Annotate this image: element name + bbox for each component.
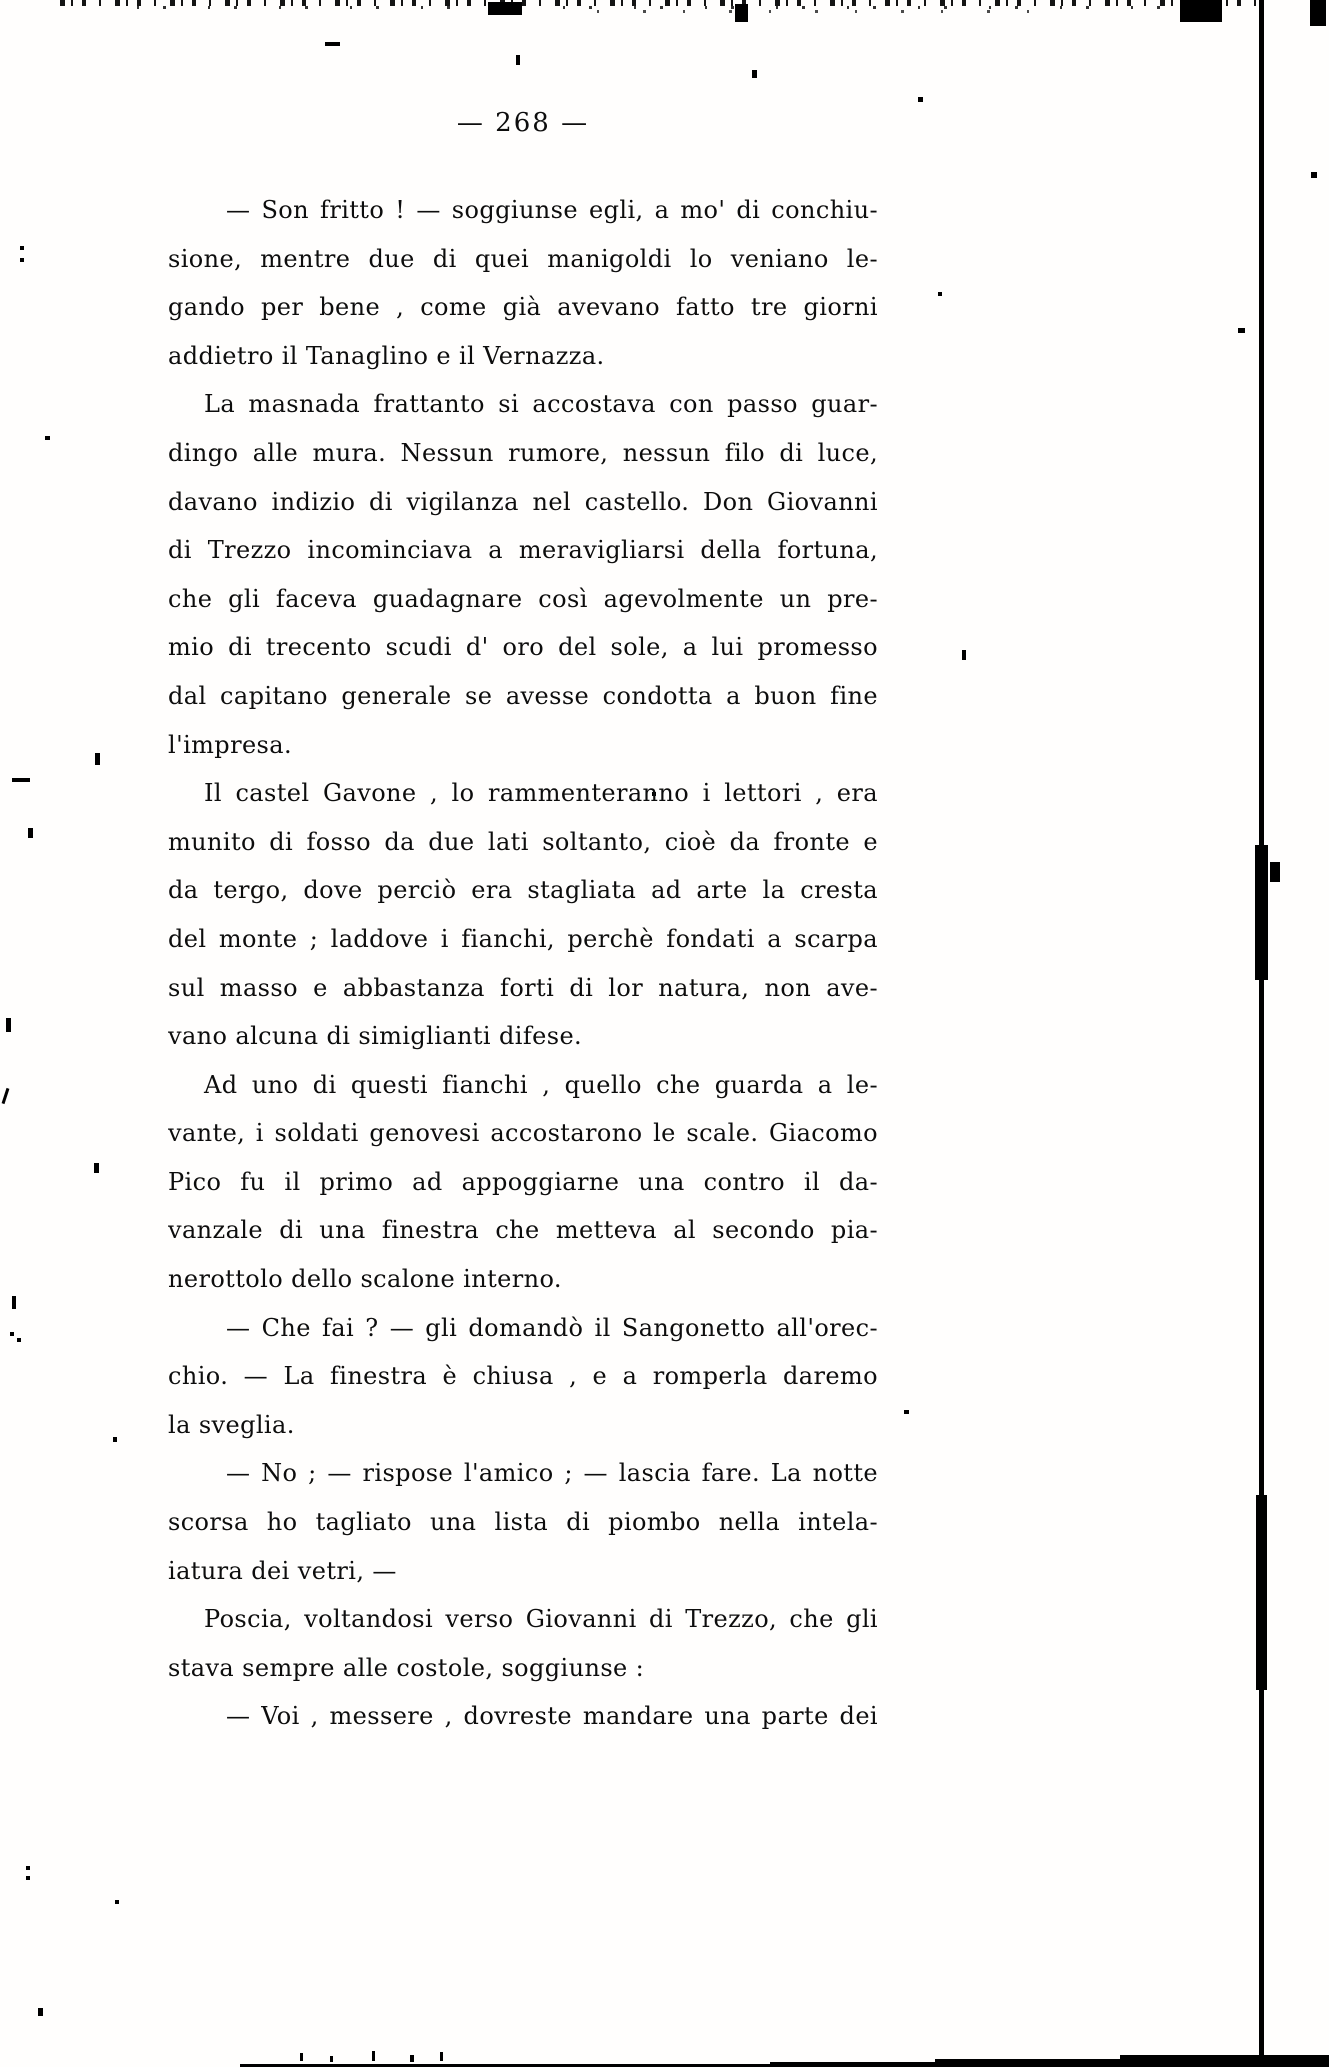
text-line: l'impresa. (168, 730, 292, 759)
scan-speck (330, 2056, 333, 2062)
text-line: — Son fritto ! — soggiunse egli, a mo' di conchiu- (226, 196, 878, 224)
scan-speck (6, 1018, 11, 1032)
scan-blotch (488, 2, 522, 15)
text-line: del monte ; laddove i fianchi, perchè fondati a scarpa (168, 924, 878, 953)
text-line: davano indizio di vigilanza nel castello. Don Giovanni (168, 487, 878, 516)
scan-noise-top (560, 10, 1060, 13)
text-line: Poscia, voltandosi verso Giovanni di Trezzo, che gli (204, 1605, 878, 1634)
scan-speck (752, 70, 757, 78)
text-line: Pico fu il primo ad appoggiarne una contro il da- (168, 1167, 878, 1196)
text-line: Il castel Gavone , lo rammenteranno i lettori , era (204, 779, 878, 808)
scan-speck (20, 258, 24, 262)
text-line: vano alcuna di simiglianti difese. (168, 1022, 583, 1051)
scan-noise-top (120, 6, 1220, 9)
text-line: mio di trecento scudi d' oro del sole, a lui promesso (168, 633, 878, 662)
scan-speck (372, 2051, 375, 2061)
scan-speck (28, 828, 33, 838)
scan-band-bottom (1120, 2055, 1329, 2067)
text-line: sul masso e abbastanza forti di lor natura, non ave- (168, 973, 878, 1002)
scan-speck (20, 246, 24, 250)
text-line: — No ; — rispose l'amico ; — lascia fare. La notte (226, 1459, 878, 1488)
text-line: nerottolo dello scalone interno. (168, 1265, 562, 1294)
scan-speck (26, 1866, 30, 1870)
scan-speck (2, 1088, 10, 1104)
scan-speck (918, 97, 923, 102)
scan-blotch (1180, 0, 1222, 22)
text-line: da tergo, dove perciò era stagliata ad arte la cresta (168, 876, 878, 905)
scan-speck (904, 1410, 909, 1414)
text-line: dal capitano generale se avesse condotta a buon fine (168, 681, 878, 710)
scan-speck (516, 55, 520, 65)
scan-speck (38, 2008, 43, 2016)
text-line: vante, i soldati genovesi accostarono le scale. Giacomo (168, 1119, 878, 1148)
text-line: di Trezzo incominciava a meravigliarsi della fortuna, (168, 536, 878, 565)
text-line: La masnada frattanto si accostava con passo guar- (204, 390, 878, 419)
scan-blotch (1310, 0, 1326, 26)
text-line: la sveglia. (168, 1410, 295, 1439)
text-line: sione, mentre due di quei manigoldi lo veniano le- (168, 244, 878, 273)
scan-speck (115, 1900, 119, 1904)
text-block (168, 186, 878, 1741)
scan-speck (938, 292, 942, 296)
text-line: dingo alle mura. Nessun rumore, nessun filo di luce, (168, 438, 878, 467)
text-line: — Che fai ? — gli domandò il Sangonetto all'orec- (226, 1313, 878, 1342)
text-line: — Voi , messere , dovreste mandare una parte dei (226, 1702, 878, 1731)
scan-speck (17, 1338, 21, 1342)
scan-speck (12, 1296, 16, 1309)
scan-speck (962, 650, 966, 660)
page-number: — 268 — (456, 108, 590, 138)
scan-speck (410, 2055, 414, 2062)
scan-speck (94, 1163, 99, 1173)
text-line: gando per bene , come già avevano fatto tre giorni (168, 293, 878, 322)
scan-gutter-line (1256, 1495, 1267, 1690)
text-line: vanzale di una finestra che metteva al secondo pia- (168, 1216, 878, 1245)
scan-gutter-line (1259, 0, 1264, 2067)
scan-speck (95, 753, 100, 765)
text-line: munito di fosso da due lati soltanto, cioè da fronte e (168, 827, 878, 856)
scan-blotch (735, 4, 748, 22)
text-line: scorsa ho tagliato una lista di piombo nella intela- (168, 1508, 878, 1537)
text-line: Ad uno di questi fianchi , quello che guarda a le- (204, 1070, 878, 1099)
text-line: addietro il Tanaglino e il Vernazza. (168, 341, 605, 370)
scan-speck (300, 2053, 303, 2061)
scan-speck (45, 436, 50, 440)
scan-blotch (1270, 862, 1280, 882)
scan-speck (26, 1876, 30, 1880)
scan-speck (440, 2052, 443, 2061)
scan-speck (10, 1332, 14, 1336)
scan-speck (1311, 172, 1317, 178)
scan-speck (113, 1437, 117, 1442)
scan-gutter-line (1255, 845, 1268, 980)
scan-speck (325, 42, 340, 46)
text-line: stava sempre alle costole, soggiunse : (168, 1653, 645, 1682)
scan-speck (12, 778, 30, 782)
scan-speck (1238, 328, 1245, 333)
text-line: chio. — La finestra è chiusa , e a romperla daremo (168, 1362, 878, 1391)
text-line: iatura dei vetri, — (168, 1556, 397, 1585)
text-line: che gli faceva guadagnare così agevolmente un pre- (168, 584, 878, 613)
